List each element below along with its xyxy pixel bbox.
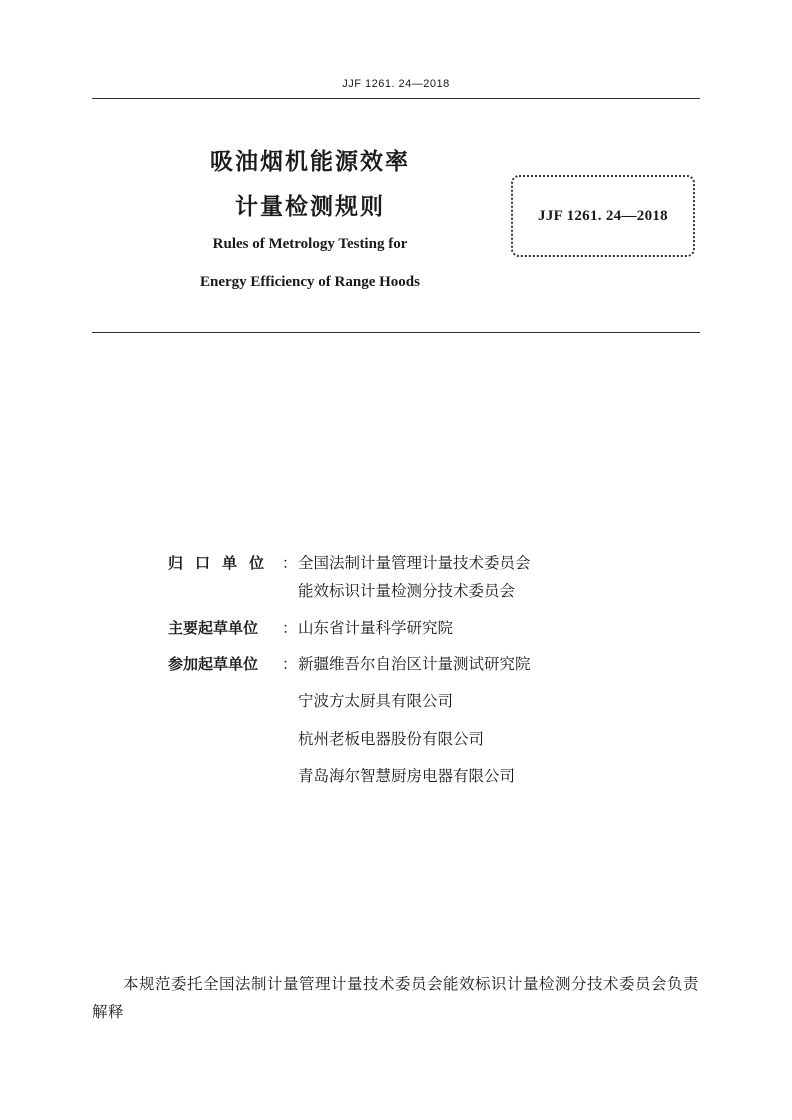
value-zhuyao-1: 山东省计量科学研究院	[298, 619, 454, 637]
label-colon: ：	[282, 619, 298, 637]
label-canjia: 参加起草单位	[168, 655, 259, 673]
value-guikou-2: 能效标识计量检测分技术委员会	[298, 582, 516, 600]
label-colon: ：	[282, 554, 298, 572]
value-canjia-1: 新疆维吾尔自治区计量测试研究院	[298, 655, 531, 673]
title-english-line-1: Rules of Metrology Testing for	[212, 236, 408, 252]
label-guikou: 归口单位	[168, 554, 277, 572]
label-colon: ：	[282, 655, 298, 673]
header-divider	[92, 98, 700, 99]
value-canjia-3: 杭州老板电器股份有限公司	[298, 730, 485, 748]
value-canjia-4: 青岛海尔智慧厨房电器有限公司	[298, 767, 516, 785]
title-chinese-line-1: 吸油烟机能源效率	[210, 149, 410, 175]
standard-code-box	[511, 175, 695, 257]
standard-code: JJF 1261. 24—2018	[538, 207, 668, 224]
title-english-line-2: Energy Efficiency of Range Hoods	[200, 274, 420, 290]
label-zhuyao: 主要起草单位	[168, 619, 259, 637]
running-header-code: JJF 1261. 24—2018	[342, 78, 450, 90]
value-canjia-2: 宁波方太厨具有限公司	[298, 692, 454, 710]
title-chinese-line-2: 计量检测规则	[235, 194, 385, 220]
value-guikou-1: 全国法制计量管理计量技术委员会	[298, 554, 531, 572]
interpretation-note: 本规范委托全国法制计量管理计量技术委员会能效标识计量检测分技术委员会负责解释	[92, 975, 700, 1021]
title-divider	[92, 332, 700, 333]
